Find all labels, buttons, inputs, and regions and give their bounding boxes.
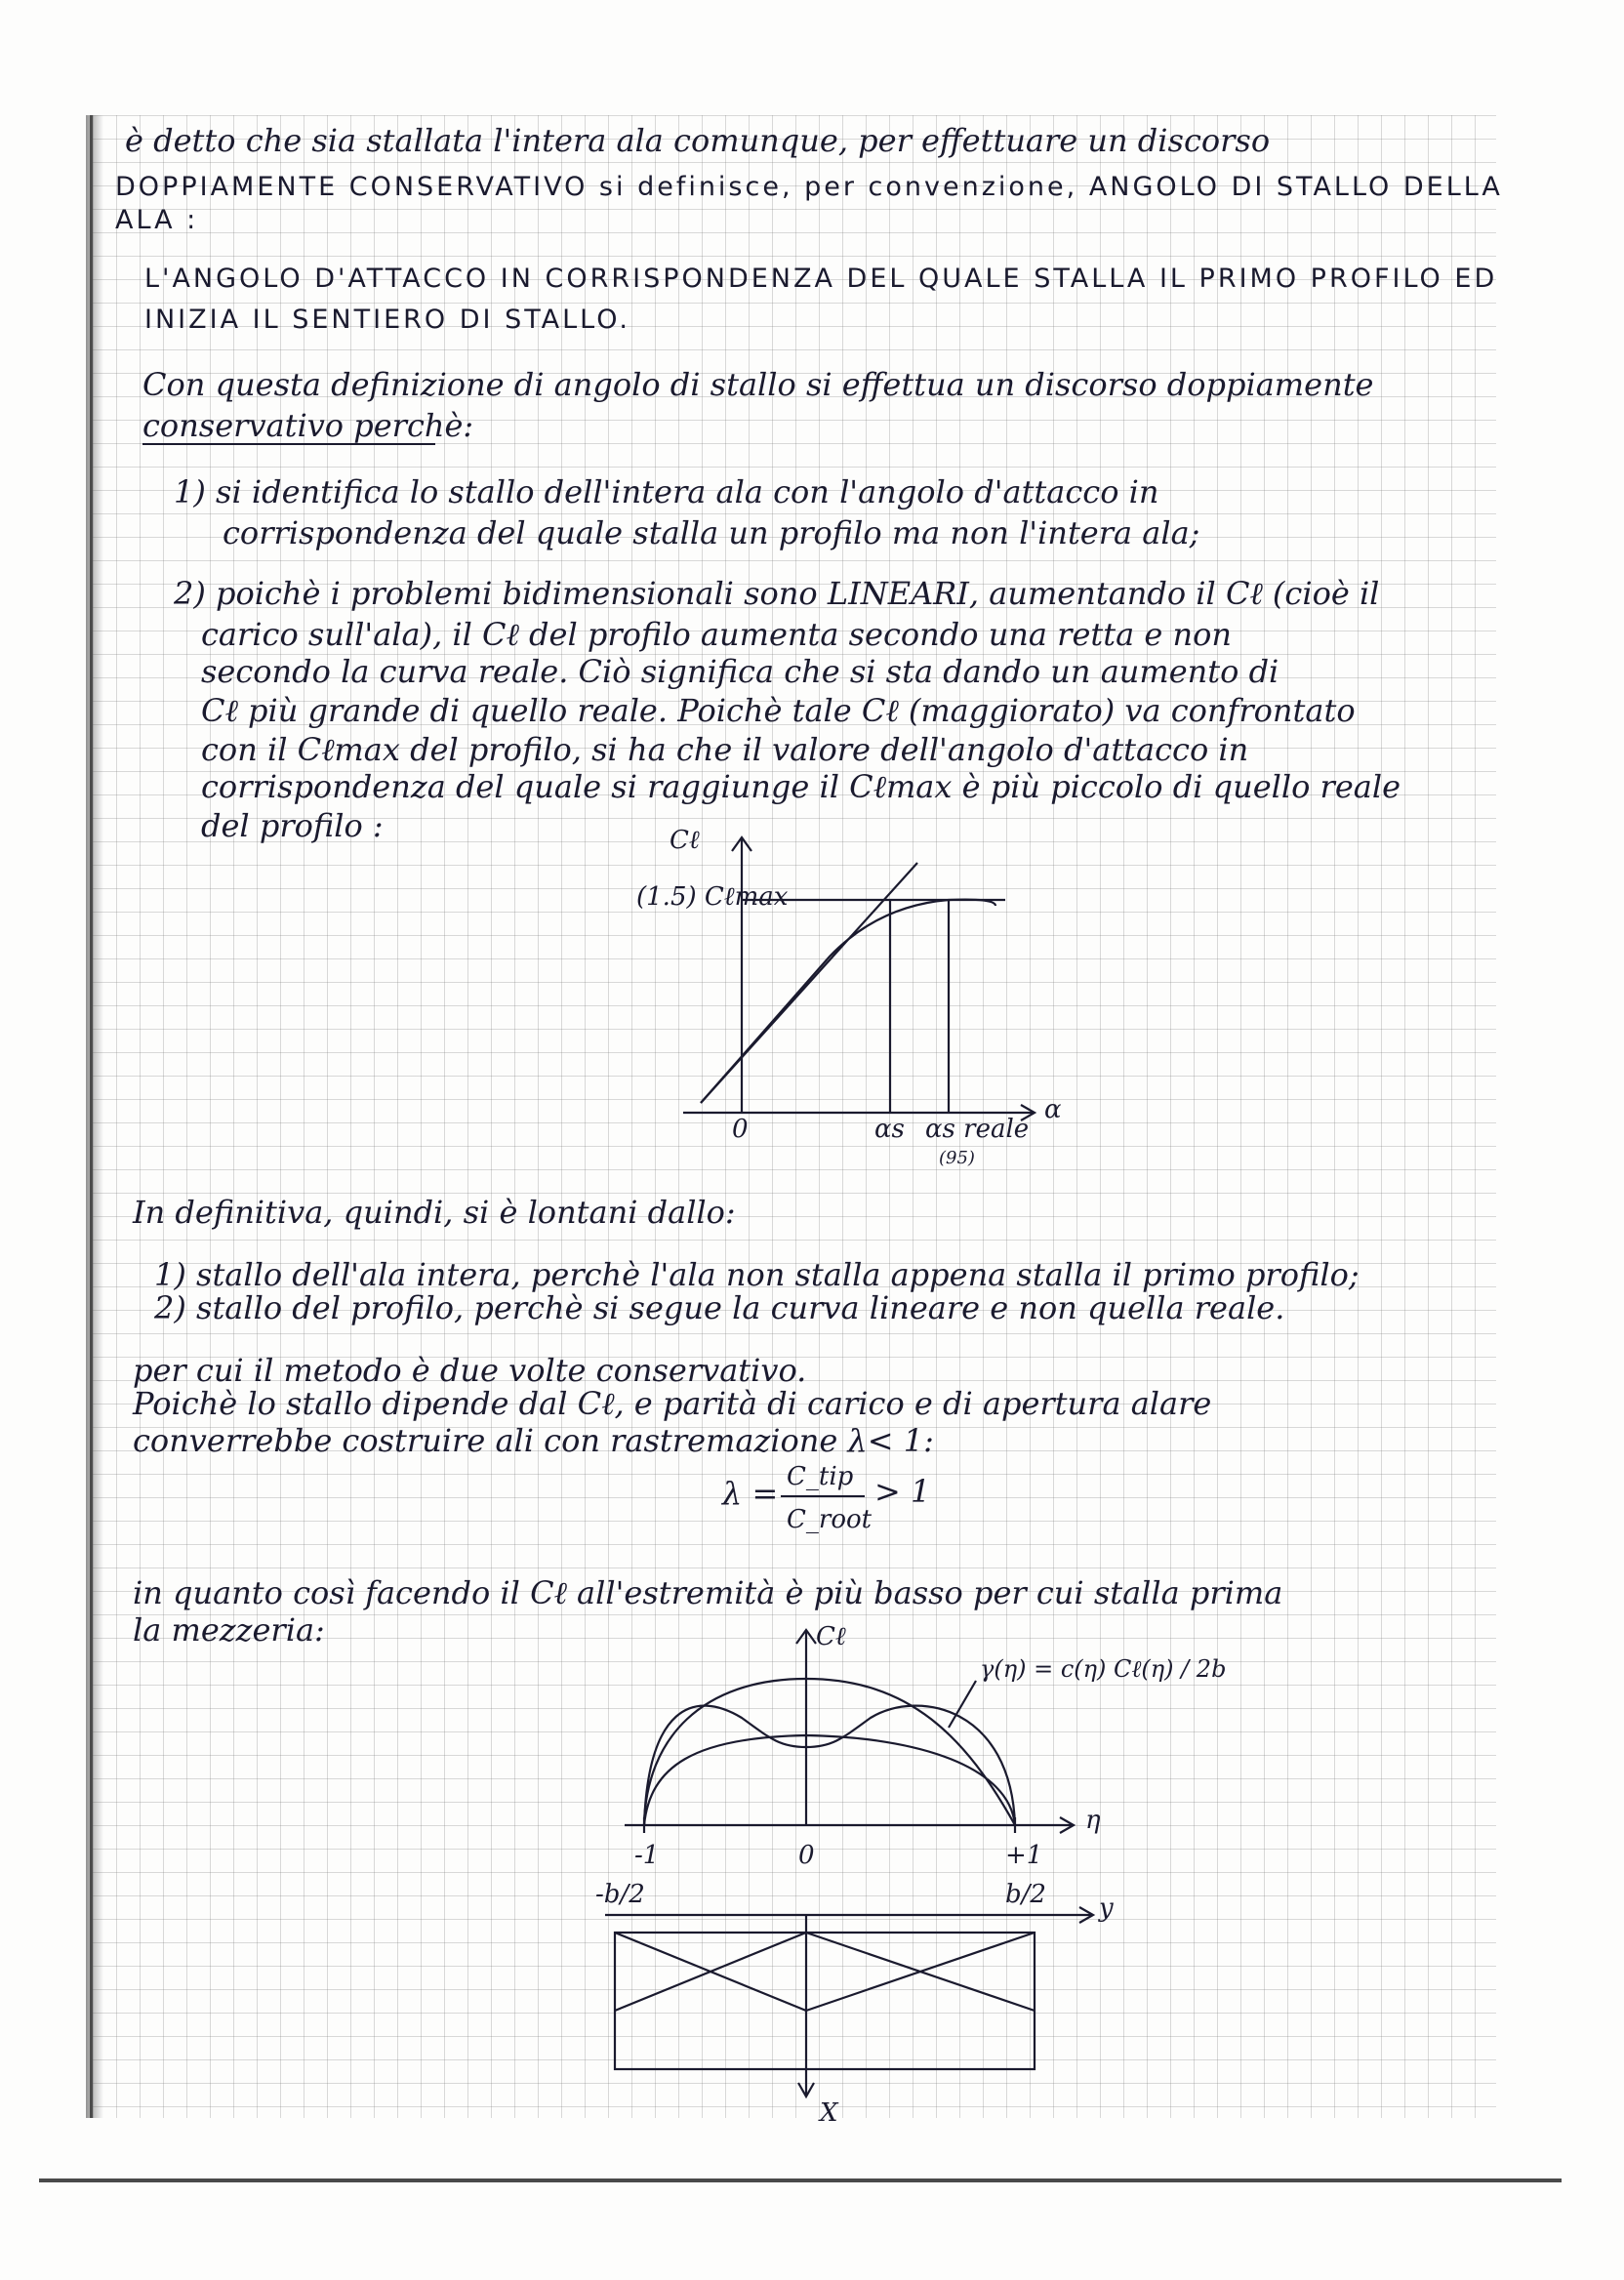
graph2-tick-mid: 0: [798, 1841, 815, 1870]
graph1-alpha-s-label: αs: [874, 1115, 905, 1144]
page-bottom-edge: [39, 2178, 1562, 2182]
real-lift-curve: [701, 900, 995, 1103]
formula-rhs: > 1: [874, 1473, 931, 1510]
text-line-16: del profilo :: [201, 807, 384, 844]
text-line-9: corrispondenza del quale stalla un profilo ma non l'intera ala;: [223, 514, 1200, 551]
curve-middle: [644, 1735, 1015, 1825]
gamma-pointer: [949, 1681, 976, 1728]
text-line-20: per cui il metodo è due volte conservativo.: [133, 1352, 807, 1389]
text-line-18: 1) stallo dell'ala intera, perchè l'ala non stalla appena stalla il primo profilo;: [154, 1256, 1360, 1293]
text-line-3: ALA :: [115, 205, 199, 235]
graph3-tick-left: -b/2: [595, 1880, 645, 1909]
text-line-7: conservativo perchè:: [142, 407, 474, 444]
graph1-alpha-label: α: [1044, 1095, 1062, 1124]
text-line-24: la mezzeria:: [133, 1611, 325, 1649]
text-line-21: Poichè lo stallo dipende dal Cℓ, e parità di carico e di apertura alare: [133, 1385, 1212, 1422]
text-line-4: L'ANGOLO D'ATTACCO IN CORRISPONDENZA DEL QUALE STALLA IL PRIMO PROFILO ED: [144, 264, 1498, 294]
graph2-cl-label: Cℓ: [816, 1622, 846, 1651]
text-line-23: in quanto così facendo il Cℓ all'estremità è più basso per cui stalla prima: [133, 1574, 1283, 1611]
text-line-13: Cℓ più grande di quello reale. Poichè tale Cℓ (maggiorato) va confrontato: [201, 692, 1356, 729]
graph2-tick-left: -1: [634, 1841, 660, 1870]
graph2-gamma-formula: γ(η) = c(η) Cℓ(η) / 2b: [980, 1655, 1227, 1683]
text-line-2: DOPPIAMENTE CONSERVATIVO si definisce, per convenzione, ANGOLO DI STALLO DELLA: [115, 172, 1503, 202]
text-line-1: è detto che sia stallata l'intera ala comunque, per effettuare un discorso: [125, 122, 1271, 159]
text-line-5: INIZIA IL SENTIERO DI STALLO.: [144, 305, 630, 335]
formula-numerator: C_tip: [787, 1462, 854, 1491]
formula-lhs: λ =: [722, 1475, 779, 1512]
wing-planform-figure: [586, 1874, 1132, 2108]
curve-tapered: [644, 1706, 1015, 1825]
graph2-tick-right: +1: [1005, 1841, 1043, 1870]
text-line-14: con il Cℓmax del profilo, si ha che il valore dell'angolo d'attacco in: [201, 731, 1249, 768]
underline-conservativo: [142, 443, 435, 445]
formula-denominator: C_root: [787, 1505, 873, 1534]
text-line-17: In definitiva, quindi, si è lontani dallo:: [133, 1194, 736, 1231]
graph3-y-label: y: [1099, 1893, 1114, 1923]
graph3-x-label: X: [820, 2098, 838, 2128]
text-line-11: carico sull'ala), il Cℓ del profilo aumenta secondo una retta e non: [201, 616, 1232, 653]
graph1-clmax-label: (1.5) Cℓmax: [636, 882, 789, 912]
graph1-alpha-s-real-label: αs reale: [925, 1115, 1030, 1144]
text-line-15: corrispondenza del quale si raggiunge il Cℓmax è più piccolo di quello reale: [201, 768, 1401, 805]
text-line-10: 2) poichè i problemi bidimensionali sono LINEARI, aumentando il Cℓ (cioè il: [174, 575, 1380, 612]
graph2-eta-label: η: [1085, 1806, 1101, 1835]
text-line-19: 2) stallo del profilo, perchè si segue la curva lineare e non quella reale.: [154, 1289, 1285, 1326]
graph1-note: (95): [939, 1148, 975, 1168]
text-line-6: Con questa definizione di angolo di stallo si effettua un discorso doppiamente: [142, 366, 1374, 403]
graph3-tick-right: b/2: [1005, 1880, 1046, 1909]
binding-shadow: [86, 115, 103, 2118]
graph1-origin-label: 0: [732, 1115, 749, 1144]
formula-fraction-bar: [781, 1495, 865, 1497]
text-line-22: converrebbe costruire ali con rastremazione λ< 1:: [133, 1422, 934, 1459]
text-line-12: secondo la curva reale. Ciò significa che si sta dando un aumento di: [201, 653, 1279, 690]
text-line-8: 1) si identifica lo stallo dell'intera ala con l'angolo d'attacco in: [174, 473, 1159, 510]
graph1-cl-label: Cℓ: [670, 826, 700, 855]
